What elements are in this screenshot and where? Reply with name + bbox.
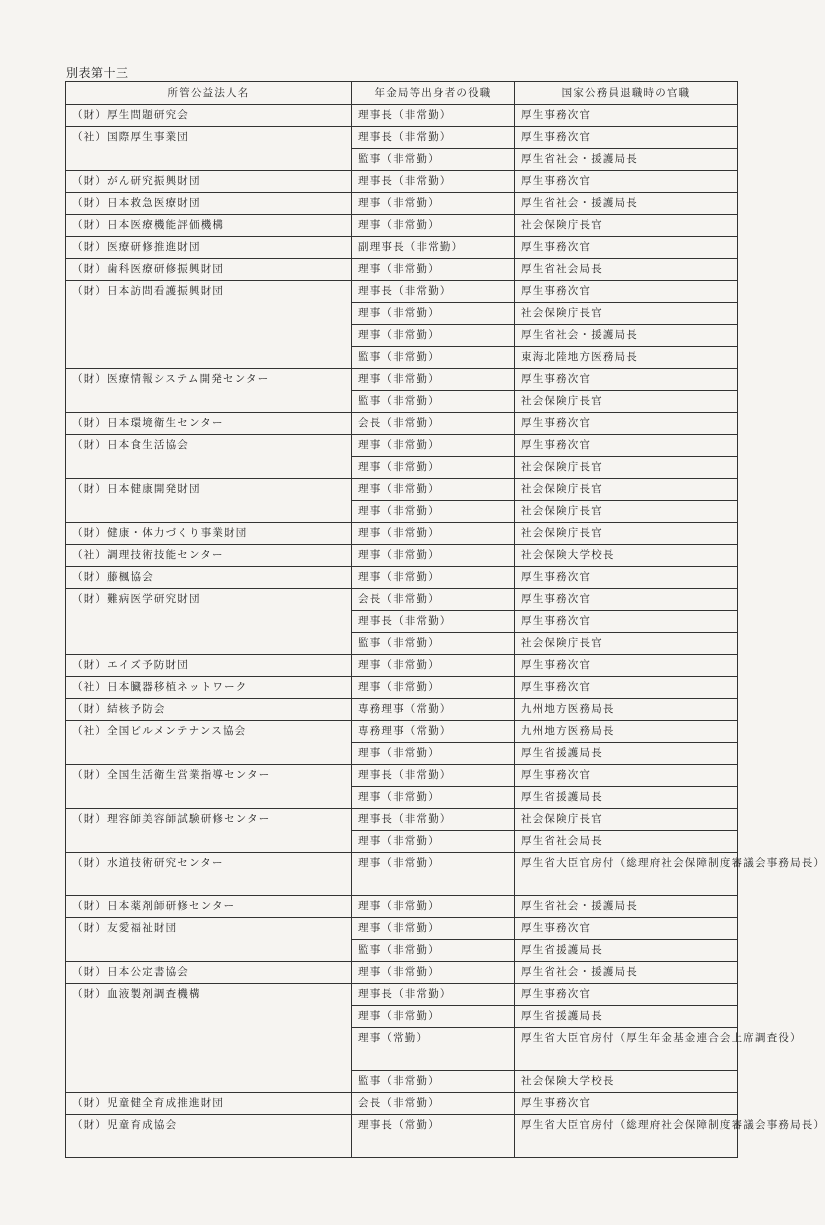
table-row bbox=[66, 1093, 738, 1115]
table-row bbox=[66, 281, 738, 303]
table-row bbox=[66, 918, 738, 940]
position-cell: 理事（非常勤） bbox=[352, 853, 515, 896]
former-post-cell: 厚生省社会局長 bbox=[515, 831, 738, 853]
former-post-cell: 厚生省社会・援護局長 bbox=[515, 962, 738, 984]
position-cell: 会長（非常勤） bbox=[352, 413, 515, 435]
former-post-cell: 社会保険大学校長 bbox=[515, 1071, 738, 1093]
former-post-cell: 厚生省援護局長 bbox=[515, 940, 738, 962]
former-post-cell: 東海北陸地方医務局長 bbox=[515, 347, 738, 369]
position-cell: 理事（非常勤） bbox=[352, 523, 515, 545]
org-name: （財）全国生活衛生営業指導センター bbox=[66, 765, 352, 809]
former-post-cell: 厚生事務次官 bbox=[515, 369, 738, 391]
former-post-cell: 厚生省社会・援護局長 bbox=[515, 325, 738, 347]
position-cell: 理事（非常勤） bbox=[352, 787, 515, 809]
former-post-cell: 厚生事務次官 bbox=[515, 765, 738, 787]
position-cell: 理事（非常勤） bbox=[352, 896, 515, 918]
org-name: （財）日本薬剤師研修センター bbox=[66, 896, 352, 918]
former-post-cell: 厚生事務次官 bbox=[515, 655, 738, 677]
former-post-cell: 社会保険庁長官 bbox=[515, 633, 738, 655]
former-post-cell: 厚生事務次官 bbox=[515, 171, 738, 193]
former-post-cell: 厚生事務次官 bbox=[515, 281, 738, 303]
position-cell: 監事（非常勤） bbox=[352, 1071, 515, 1093]
position-cell: 理事（非常勤） bbox=[352, 303, 515, 325]
position-cell: 理事長（非常勤） bbox=[352, 765, 515, 787]
position-cell: 理事（非常勤） bbox=[352, 677, 515, 699]
table-row bbox=[66, 215, 738, 237]
position-cell: 専務理事（常勤） bbox=[352, 721, 515, 743]
table-row bbox=[66, 896, 738, 918]
position-cell: 理事（非常勤） bbox=[352, 259, 515, 281]
former-post-cell: 厚生事務次官 bbox=[515, 237, 738, 259]
position-cell: 理事（非常勤） bbox=[352, 193, 515, 215]
table-row bbox=[66, 1115, 738, 1158]
org-name: （財）友愛福祉財団 bbox=[66, 918, 352, 962]
former-post-cell: 厚生事務次官 bbox=[515, 435, 738, 457]
position-cell: 監事（非常勤） bbox=[352, 347, 515, 369]
former-post-cell: 厚生省大臣官房付（厚生年金基金連合会上席調査役） bbox=[515, 1028, 738, 1071]
org-name: （財）日本訪問看護振興財団 bbox=[66, 281, 352, 369]
position-cell: 理事（常勤） bbox=[352, 1028, 515, 1071]
former-post-cell: 厚生事務次官 bbox=[515, 589, 738, 611]
header-former-post: 国家公務員退職時の官職 bbox=[515, 82, 738, 105]
org-name: （財）医療研修推進財団 bbox=[66, 237, 352, 259]
table-row bbox=[66, 479, 738, 501]
former-post-cell: 社会保険庁長官 bbox=[515, 523, 738, 545]
table-row bbox=[66, 809, 738, 831]
former-post-cell: 社会保険庁長官 bbox=[515, 215, 738, 237]
appendix-table bbox=[65, 81, 825, 1158]
org-name: （財）日本健康開発財団 bbox=[66, 479, 352, 523]
position-cell: 理事（非常勤） bbox=[352, 1006, 515, 1028]
position-cell: 理事（非常勤） bbox=[352, 369, 515, 391]
table-row bbox=[66, 984, 738, 1006]
org-name: （社）日本臓器移植ネットワーク bbox=[66, 677, 352, 699]
table-row bbox=[66, 545, 738, 567]
position-cell: 会長（非常勤） bbox=[352, 589, 515, 611]
table-row bbox=[66, 369, 738, 391]
position-cell: 専務理事（常勤） bbox=[352, 699, 515, 721]
org-name: （社）調理技術技能センター bbox=[66, 545, 352, 567]
org-name: （財）難病医学研究財団 bbox=[66, 589, 352, 655]
former-post-cell: 厚生事務次官 bbox=[515, 611, 738, 633]
header-row bbox=[66, 82, 738, 105]
position-cell: 理事（非常勤） bbox=[352, 655, 515, 677]
position-cell: 理事（非常勤） bbox=[352, 962, 515, 984]
table-row bbox=[66, 523, 738, 545]
former-post-cell: 厚生省大臣官房付（総理府社会保障制度審議会事務局長） bbox=[515, 1115, 738, 1158]
position-cell: 理事長（非常勤） bbox=[352, 171, 515, 193]
table-row bbox=[66, 655, 738, 677]
org-name: （社）国際厚生事業団 bbox=[66, 127, 352, 171]
org-name: （財）健康・体力づくり事業財団 bbox=[66, 523, 352, 545]
org-name: （財）日本環境衛生センター bbox=[66, 413, 352, 435]
former-post-cell: 厚生事務次官 bbox=[515, 1093, 738, 1115]
former-post-cell: 厚生省援護局長 bbox=[515, 1006, 738, 1028]
former-post-cell: 厚生省社会・援護局長 bbox=[515, 896, 738, 918]
org-name: （財）藤楓協会 bbox=[66, 567, 352, 589]
table-row bbox=[66, 435, 738, 457]
org-name: （財）理容師美容師試験研修センター bbox=[66, 809, 352, 853]
former-post-cell: 厚生事務次官 bbox=[515, 105, 738, 127]
position-cell: 監事（非常勤） bbox=[352, 149, 515, 171]
org-name: （財）水道技術研究センター bbox=[66, 853, 352, 896]
header-position: 年金局等出身者の役職 bbox=[352, 82, 515, 105]
table-row bbox=[66, 413, 738, 435]
former-post-cell: 社会保険庁長官 bbox=[515, 809, 738, 831]
position-cell: 理事（非常勤） bbox=[352, 545, 515, 567]
former-post-cell: 厚生省大臣官房付（総理府社会保障制度審議会事務局長） bbox=[515, 853, 738, 896]
table-row bbox=[66, 105, 738, 127]
position-cell: 理事長（非常勤） bbox=[352, 984, 515, 1006]
former-post-cell: 厚生省援護局長 bbox=[515, 743, 738, 765]
position-cell: 理事長（非常勤） bbox=[352, 281, 515, 303]
former-post-cell: 社会保険大学校長 bbox=[515, 545, 738, 567]
position-cell: 理事（非常勤） bbox=[352, 457, 515, 479]
table-row bbox=[66, 853, 738, 896]
position-cell: 理事長（非常勤） bbox=[352, 127, 515, 149]
header-org: 所管公益法人名 bbox=[66, 82, 352, 105]
table-row bbox=[66, 677, 738, 699]
position-cell: 理事長（非常勤） bbox=[352, 105, 515, 127]
table-row bbox=[66, 193, 738, 215]
org-name: （財）歯科医療研修振興財団 bbox=[66, 259, 352, 281]
position-cell: 理事（非常勤） bbox=[352, 435, 515, 457]
position-cell: 監事（非常勤） bbox=[352, 391, 515, 413]
position-cell: 理事（非常勤） bbox=[352, 479, 515, 501]
position-cell: 監事（非常勤） bbox=[352, 940, 515, 962]
table-row bbox=[66, 127, 738, 149]
org-name: （社）全国ビルメンテナンス協会 bbox=[66, 721, 352, 765]
position-cell: 理事（非常勤） bbox=[352, 325, 515, 347]
position-cell: 副理事長（非常勤） bbox=[352, 237, 515, 259]
former-post-cell: 厚生事務次官 bbox=[515, 918, 738, 940]
position-cell: 理事（非常勤） bbox=[352, 501, 515, 523]
position-cell: 理事長（非常勤） bbox=[352, 809, 515, 831]
position-cell: 理事（非常勤） bbox=[352, 918, 515, 940]
position-cell: 監事（非常勤） bbox=[352, 633, 515, 655]
table-row bbox=[66, 567, 738, 589]
table-row bbox=[66, 699, 738, 721]
former-post-cell: 厚生事務次官 bbox=[515, 984, 738, 1006]
former-post-cell: 厚生事務次官 bbox=[515, 567, 738, 589]
former-post-cell: 九州地方医務局長 bbox=[515, 699, 738, 721]
table-row bbox=[66, 171, 738, 193]
former-post-cell: 社会保険庁長官 bbox=[515, 303, 738, 325]
org-name: （財）がん研究振興財団 bbox=[66, 171, 352, 193]
former-post-cell: 厚生省社会局長 bbox=[515, 259, 738, 281]
org-name: （財）結核予防会 bbox=[66, 699, 352, 721]
position-cell: 理事（非常勤） bbox=[352, 831, 515, 853]
position-cell: 理事長（常勤） bbox=[352, 1115, 515, 1158]
table-row bbox=[66, 721, 738, 743]
former-post-cell: 厚生省社会・援護局長 bbox=[515, 193, 738, 215]
org-name: （財）児童育成協会 bbox=[66, 1115, 352, 1158]
former-post-cell: 厚生省援護局長 bbox=[515, 787, 738, 809]
page-label: 別表第十三 bbox=[66, 66, 129, 80]
table-body bbox=[66, 105, 825, 1158]
former-post-cell: 社会保険庁長官 bbox=[515, 457, 738, 479]
org-name: （財）日本医療機能評価機構 bbox=[66, 215, 352, 237]
position-cell: 理事長（非常勤） bbox=[352, 611, 515, 633]
position-cell: 理事（非常勤） bbox=[352, 215, 515, 237]
table-row bbox=[66, 589, 738, 611]
org-name: （財）血液製剤調査機構 bbox=[66, 984, 352, 1093]
former-post-cell: 厚生事務次官 bbox=[515, 677, 738, 699]
former-post-cell: 厚生事務次官 bbox=[515, 127, 738, 149]
table-row bbox=[66, 962, 738, 984]
former-post-cell: 厚生省社会・援護局長 bbox=[515, 149, 738, 171]
former-post-cell: 九州地方医務局長 bbox=[515, 721, 738, 743]
org-name: （財）厚生問題研究会 bbox=[66, 105, 352, 127]
org-name: （財）日本食生活協会 bbox=[66, 435, 352, 479]
table-row bbox=[66, 237, 738, 259]
table-row bbox=[66, 765, 738, 787]
org-name: （財）児童健全育成推進財団 bbox=[66, 1093, 352, 1115]
table-row bbox=[66, 259, 738, 281]
former-post-cell: 社会保険庁長官 bbox=[515, 391, 738, 413]
org-name: （財）エイズ予防財団 bbox=[66, 655, 352, 677]
former-post-cell: 社会保険庁長官 bbox=[515, 501, 738, 523]
position-cell: 理事（非常勤） bbox=[352, 567, 515, 589]
former-post-cell: 社会保険庁長官 bbox=[515, 479, 738, 501]
former-post-cell: 厚生事務次官 bbox=[515, 413, 738, 435]
org-name: （財）医療情報システム開発センター bbox=[66, 369, 352, 413]
position-cell: 会長（非常勤） bbox=[352, 1093, 515, 1115]
position-cell: 理事（非常勤） bbox=[352, 743, 515, 765]
org-name: （財）日本救急医療財団 bbox=[66, 193, 352, 215]
org-name: （財）日本公定書協会 bbox=[66, 962, 352, 984]
